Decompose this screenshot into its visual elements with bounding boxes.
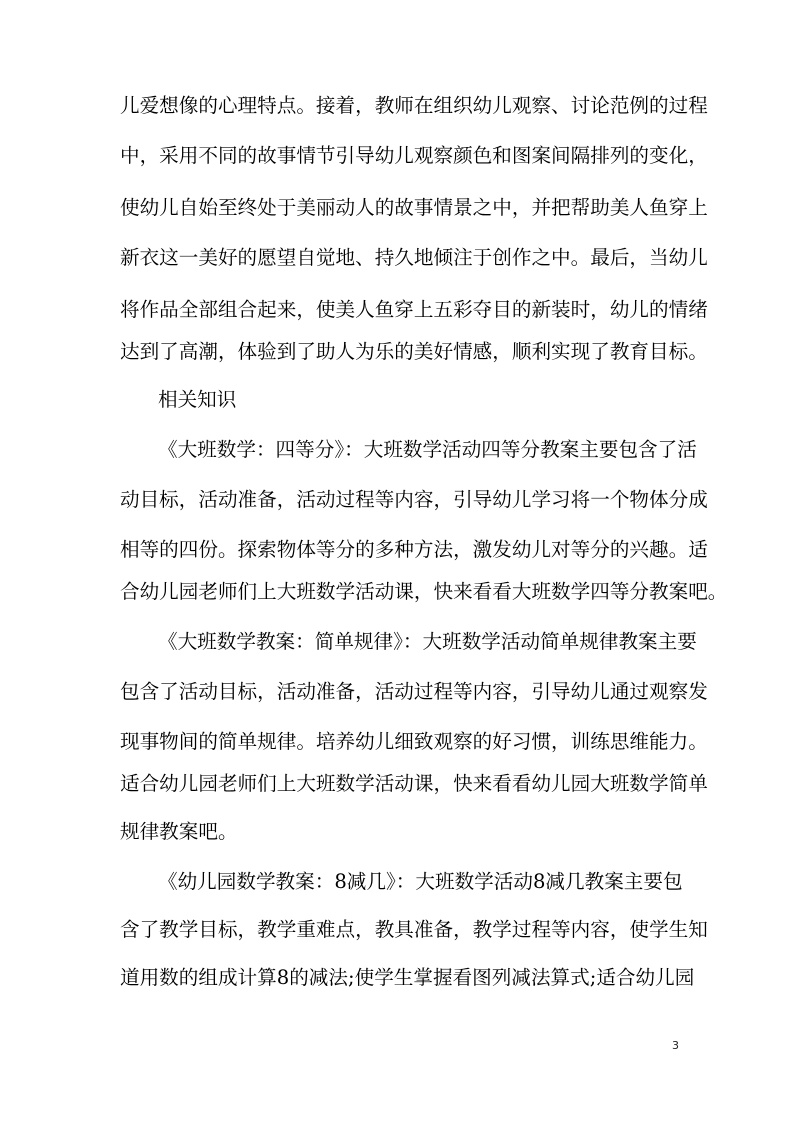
paragraph-line: 中，采用不同的故事情节引导幼儿观察颜色和图案间隔排列的变化， (120, 144, 708, 167)
paragraph-line: 使幼儿自始至终处于美丽动人的故事情景之中，并把帮助美人鱼穿上 (120, 196, 708, 219)
paragraph-line: 将作品全部组合起来，使美人鱼穿上五彩夺目的新装时，幼儿的情绪 (120, 298, 708, 321)
paragraph-line: 达到了高潮，体验到了助人为乐的美好情感，顺利实现了教育目标。 (120, 340, 708, 363)
paragraph-line: 包含了活动目标，活动准备，活动过程等内容，引导幼儿通过观察发 (120, 680, 708, 703)
paragraph-line: 合幼儿园老师们上大班数学活动课，快来看看大班数学四等分教案吧。 (120, 580, 728, 603)
paragraph-line: 新衣这一美好的愿望自觉地、持久地倾注于创作之中。最后，当幼儿 (120, 246, 708, 269)
paragraph-line: 《大班数学：四等分》：大班数学活动四等分教案主要包含了活 (158, 438, 697, 461)
paragraph-line: 相等的四份。探索物体等分的多种方法，激发幼儿对等分的兴趣。适 (120, 538, 708, 561)
paragraph-line: 适合幼儿园老师们上大班数学活动课，快来看看幼儿园大班数学简单 (120, 772, 708, 795)
paragraph-line: 《大班数学教案：简单规律》：大班数学活动简单规律教案主要 (158, 630, 697, 653)
section-heading: 相关知识 (158, 388, 237, 411)
paragraph-line: 动目标，活动准备，活动过程等内容，引导幼儿学习将一个物体分成 (120, 488, 708, 511)
paragraph-line: 现事物间的简单规律。培养幼儿细致观察的好习惯，训练思维能力。 (120, 730, 708, 753)
paragraph-line: 道用数的组成计算8的减法;使学生掌握看图列减法算式;适合幼儿园 (120, 966, 695, 989)
paragraph-line: 《幼儿园数学教案：8减几》：大班数学活动8减几教案主要包 (158, 870, 683, 893)
paragraph-line: 儿爱想像的心理特点。接着，教师在组织幼儿观察、讨论范例的过程 (120, 94, 708, 117)
paragraph-line: 规律教案吧。 (120, 820, 238, 843)
page-number: 3 (672, 1039, 679, 1052)
paragraph-line: 含了教学目标，教学重难点，教具准备，教学过程等内容，使学生知 (120, 918, 708, 941)
